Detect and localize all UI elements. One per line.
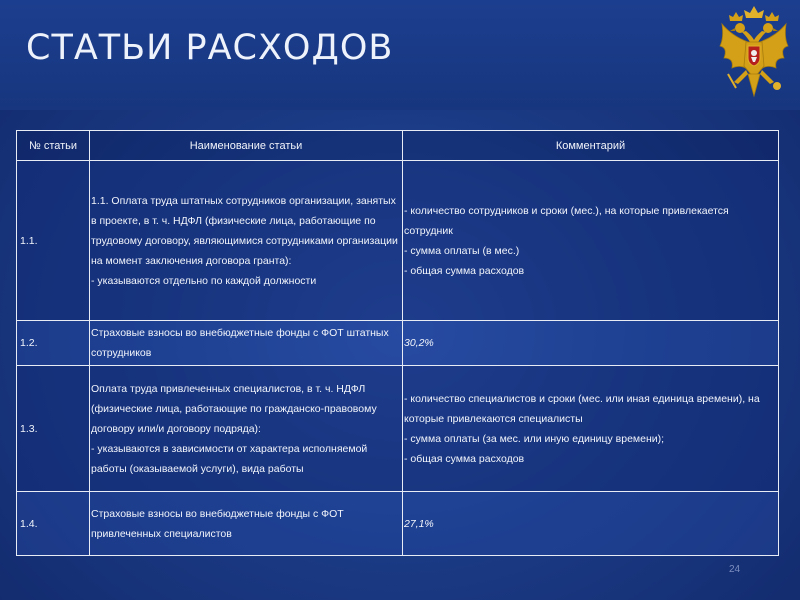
row-name-line: Страховые взносы во внебюджетные фонды с ФОТ штатных сотрудников xyxy=(91,327,389,359)
header-band xyxy=(0,0,800,110)
table-row xyxy=(17,492,779,556)
row-comment-line: - общая сумма расходов xyxy=(404,264,525,277)
row-name-line: - указываются отдельно по каждой должности xyxy=(91,274,317,287)
row-comment-line: - количество сотрудников и сроки (мес.), на которые привлекается сотрудник xyxy=(404,204,729,237)
row-name xyxy=(90,321,403,366)
header-comment: Комментарий xyxy=(403,131,779,161)
row-comment-line: - количество специалистов и сроки (мес. или иная единица времени), на которые привлекаются специалисты xyxy=(404,392,760,425)
expense-table xyxy=(16,130,779,556)
row-comment-line: - общая сумма расходов xyxy=(404,452,525,465)
table-row xyxy=(17,161,779,321)
row-number: 1.3. xyxy=(17,366,90,492)
row-comment xyxy=(403,366,779,492)
row-name-line: - указываются в зависимости от характера исполняемой работы (оказываемой услуги), вида работы xyxy=(91,442,368,475)
table-header-row xyxy=(17,131,779,161)
row-name xyxy=(90,366,403,492)
header-article-number: № статьи xyxy=(17,131,90,161)
row-comment xyxy=(403,161,779,321)
header-article-name: Наименование статьи xyxy=(90,131,403,161)
row-comment-line: - сумма оплаты (за мес. или иную единицу времени); xyxy=(404,432,665,445)
slide-title: СТАТЬИ РАСХОДОВ xyxy=(26,28,394,68)
row-name xyxy=(90,492,403,556)
russian-coat-of-arms-icon xyxy=(718,4,790,104)
row-comment-percent: 27,1% xyxy=(404,517,434,530)
row-name xyxy=(90,161,403,321)
row-name-line: Оплата труда привлеченных специалистов, в т. ч. НДФЛ (физические лица, работающие по гражданско-правовому договору или/и договору подряда): xyxy=(91,382,377,435)
row-number: 1.2. xyxy=(17,321,90,366)
page-number: 24 xyxy=(729,564,741,575)
table-row xyxy=(17,366,779,492)
row-comment-percent: 30,2% xyxy=(404,337,434,349)
row-name-line: 1.1. Оплата труда штатных сотрудников организации, занятых в проекте, в т. ч. НДФЛ (физические лица, работающие по трудовому договору, являющимися сотрудниками организации на момент заключения договора гранта): xyxy=(91,194,398,267)
row-comment xyxy=(403,321,779,366)
row-comment xyxy=(403,492,779,556)
row-number: 1.4. xyxy=(17,492,90,556)
row-name-line: Страховые взносы во внебюджетные фонды с ФОТ привлеченных специалистов xyxy=(91,507,344,540)
row-comment-line: - сумма оплаты (в мес.) xyxy=(404,244,520,257)
table-row xyxy=(17,321,779,366)
expense-table-container xyxy=(16,130,778,550)
row-number: 1.1. xyxy=(17,161,90,321)
